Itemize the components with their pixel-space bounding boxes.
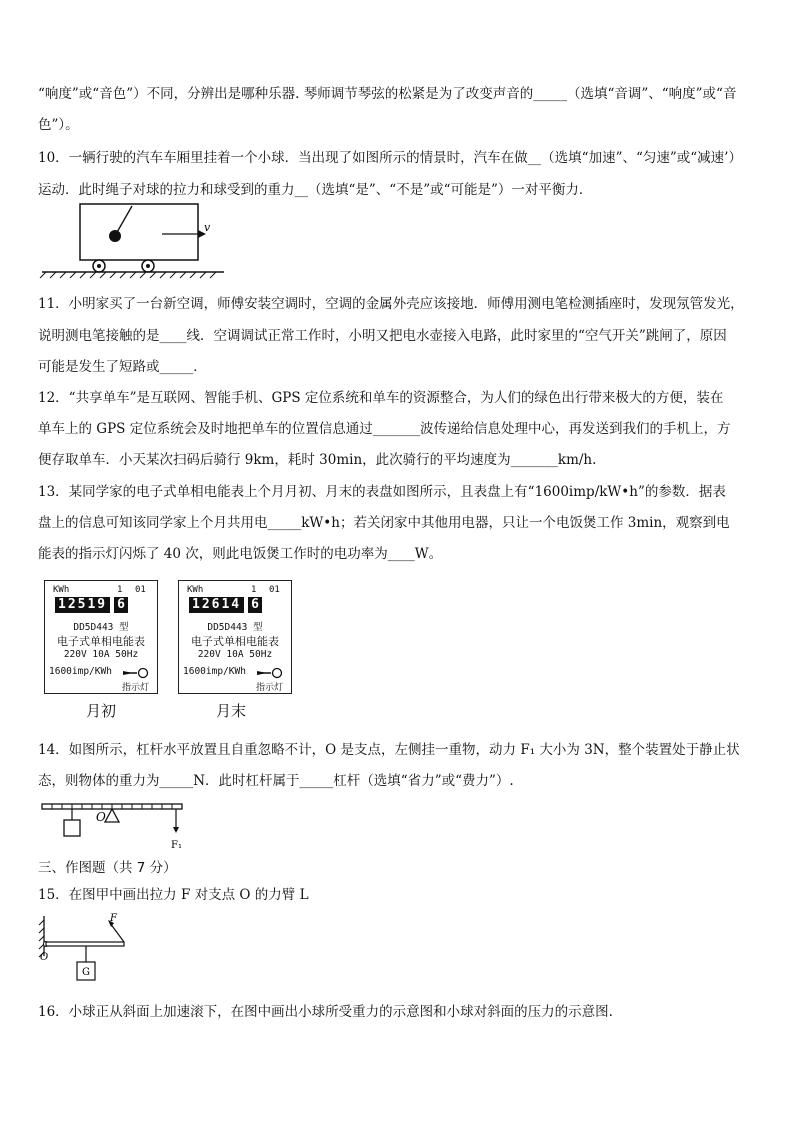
q12-text-line-2: 单车上的 GPS 定位系统会及时地把单车的位置信息通过_______波传递给信息处理中心，再发送到我们的手机上，方 [38,421,731,437]
q15-figure [34,912,144,984]
pendulum-string [116,206,132,234]
meter-name: 电子式单相电能表 [57,635,145,648]
pull-force-label: F [110,913,117,924]
q13-text-line-3: 能表的指示灯闪烁了 40 次，则此电饭煲工作时的电功率为____W。 [38,546,443,562]
rod [46,942,124,946]
fulcrum-triangle [105,809,119,822]
meter-indicator-label: 指示灯 [255,683,283,693]
pendulum-ball [109,230,121,242]
meter-reading-decimal: 6 [248,597,262,613]
q15-text: 15．在图甲中画出拉力 F 对支点 O 的力臂 L [38,887,309,903]
meter-reading-digits: 12614 [189,597,244,613]
meter-imp: 1600imp/KWh [183,666,246,677]
meter-imp: 1600imp/KWh [49,666,112,677]
lever-figure [40,796,190,852]
section-3-title: 三、作图题（共 7 分） [38,860,177,876]
q13-text-line-2: 盘上的信息可知该同学家上个月共用电_____kW•h；若关闭家中其他用电器，只让一个电饭煲工作 3min，观察到电 [38,515,730,531]
meter-code: 01 [269,585,280,595]
meter-unit: KWh [187,585,204,595]
q15-pivot-label: O [40,952,49,963]
meter-rating: 220V 10A 50Hz [197,649,273,660]
force-label: F₁ [171,840,182,851]
meter-rating: 220V 10A 50Hz [63,649,139,660]
pull-force-arrow [110,923,124,942]
meter-unit: KWh [53,585,70,595]
meter-model: DD5D443 型 [207,622,263,633]
car-figure [38,198,238,280]
meter-code: 01 [135,585,146,595]
q10-text-line-2: 运动．此时绳子对球的拉力和球受到的重力__（选填“是”、“不是”或“可能是”）一对平衡力． [38,182,593,198]
q12-text-line-1: 12．“共享单车”是互联网、智能手机、GPS 定位系统和单车的资源整合，为人们的绿色出行带来极大的方便，装在 [38,390,724,406]
q16-text: 16．小球正从斜面上加速滚下，在图中画出小球所受重力的示意图和小球对斜面的压力的示意图. [38,1004,613,1020]
meter-reading-decimal: 6 [114,597,128,613]
q14-text-line-2: 态，则物体的重力为_____N．此时杠杆属于_____杠杆（选填“省力”或“费力”）. [38,773,514,789]
meter-caption-end: 月末 [216,702,247,720]
meter-indicator-label: 指示灯 [121,683,149,693]
meter-start-of-month [44,580,158,694]
indicator-light-icon [123,667,153,679]
meter-end-of-month [178,580,292,694]
meter-reading-digits: 12519 [55,597,110,613]
q13-text-line-1: 13．某同学家的电子式单相电能表上个月月初、月末的表盘如图所示，且表盘上有“1600imp/kW•h”的参数．据表 [38,484,726,500]
q12-text-line-3: 便存取单车．小天某次扫码后骑行 9km，耗时 30min，此次骑行的平均速度为_______km/h. [38,452,597,468]
weight-label: G [82,967,90,978]
q9-text-line-2: 色”）。 [38,117,79,133]
q9-text-line-1: “响度”或“音色”）不同，分辨出是哪种乐器. 琴师调节琴弦的松紧是为了改变声音的_____（选填“音调”、“响度”或“音 [38,86,737,102]
meter-phase: 1 [251,585,257,595]
q10-text-line-1: 10．一辆行驶的汽车车厢里挂着一个小球．当出现了如图所示的情景时，汽车在做__（选填“加速”、“匀速”或“减速’） [38,150,742,166]
car-body [80,204,198,260]
meter-name: 电子式单相电能表 [191,635,279,648]
q11-text-line-3: 可能是发生了短路或_____． [38,359,207,375]
hanging-weight [64,820,80,836]
velocity-label: v [204,221,211,234]
q11-text-line-1: 11．小明家买了一台新空调，师傅安装空调时，空调的金属外壳应该接地．师傅用测电笔检测插座时，发现氖管发光， [38,296,744,312]
meter-model: DD5D443 型 [73,622,129,633]
q11-text-line-2: 说明测电笔接触的是____线．空调调试正常工作时，小明又把电水壶接入电路，此时家里的“空气开关”跳闸了，原因 [38,328,727,344]
q14-text-line-1: 14．如图所示，杠杆水平放置且自重忽略不计，O 是支点，左侧挂一重物，动力 F₁ 大小为 3N，整个装置处于静止状 [38,742,740,758]
pivot-label: O [96,810,106,824]
meter-phase: 1 [117,585,123,595]
indicator-light-icon [257,667,287,679]
meter-caption-start: 月初 [86,702,117,720]
